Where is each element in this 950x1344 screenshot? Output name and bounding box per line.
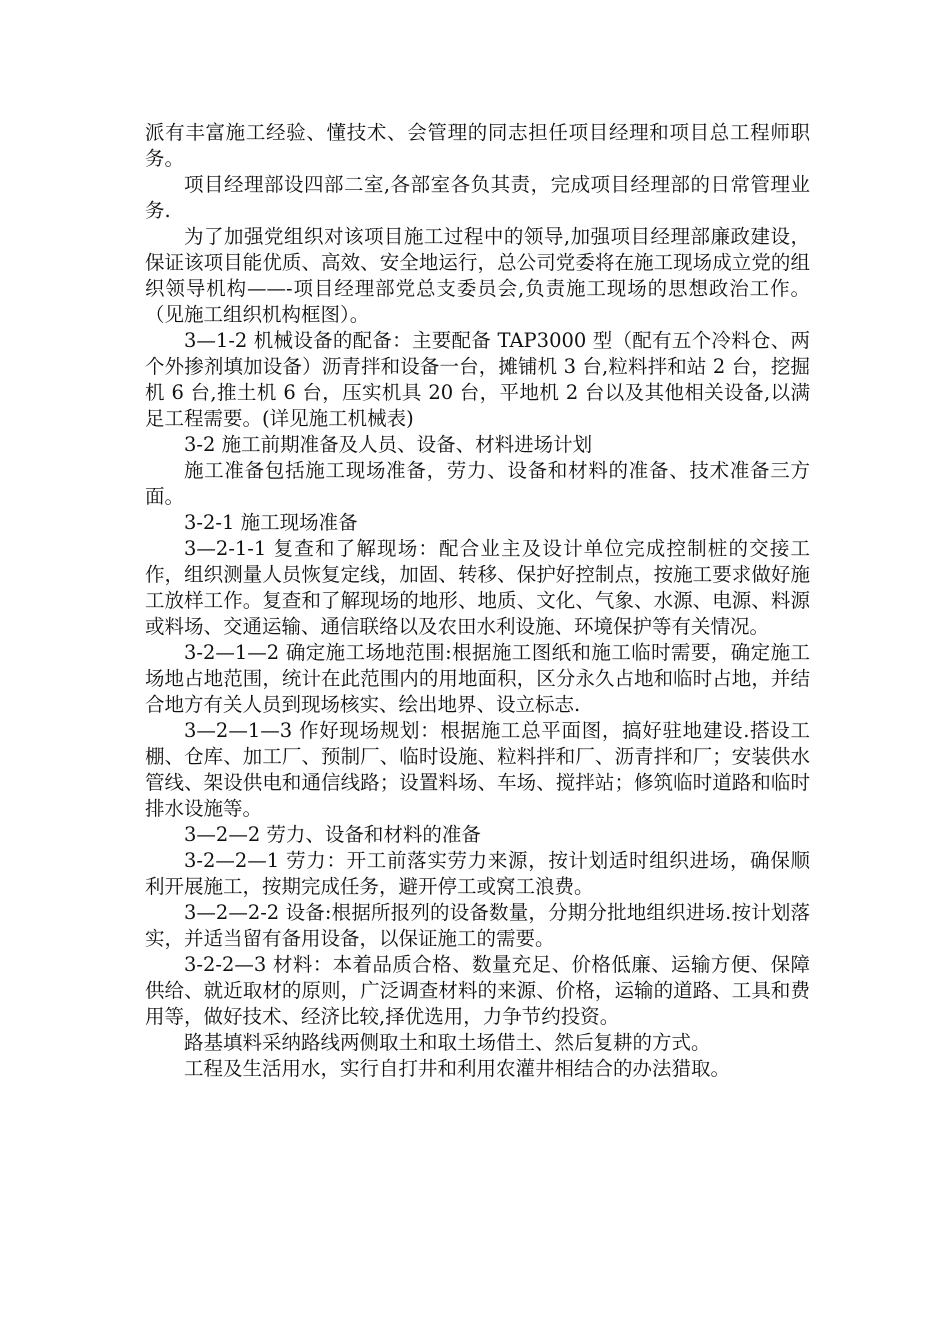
paragraph-site-planning: 3—2—1—3 作好现场规划：根据施工总平面图，搞好驻地建设.搭设工棚、仓库、加工厂、预制厂、临时设施、粒料拌和厂、沥青拌和厂；安装供水管线、架设供电和通信线路；设置料场、车场、搅拌站；修筑临时道路和临时排水设施等。 xyxy=(145,719,810,820)
paragraph-continuation: 派有丰富施工经验、懂技术、会管理的同志担任项目经理和项目总工程师职务。 xyxy=(145,121,810,170)
paragraph-equipment-allocation: 3—1-2 机械设备的配备：主要配备 TAP3000 型（配有五个冷料仓、两个外掺剂填加设备）沥青拌和设备一台，摊铺机 3 台,粒料拌和站 2 台，挖掘机 6 台,推土机 6 台，压实机具 20 台，平地机 2 台以及其他相关设备,以满足工程需要。(详见施工机械表) xyxy=(145,329,810,430)
paragraph-department-setup: 项目经理部设四部二室,各部室各负其责，完成项目经理部的日常管理业务. xyxy=(145,173,810,222)
heading-labor-equipment-materials: 3—2—2 劳力、设备和材料的准备 xyxy=(184,823,481,846)
document-page xyxy=(145,120,810,1082)
paragraph-labor: 3-2—2—1 劳力：开工前落实劳力来源，按计划适时组织进场，确保顺利开展施工，按期完成任务，避开停工或窝工浪费。 xyxy=(145,849,810,898)
paragraph-materials: 3-2-2—3 材料：本着品质合格、数量充足、价格低廉、运输方便、保障供给、就近取材的原则，广泛调查材料的来源、价格，运输的道路、工具和费用等，做好技术、经济比较,择优选用，力争节约投资。 xyxy=(145,953,810,1028)
paragraph-site-survey: 3—2-1-1 复查和了解现场：配合业主及设计单位完成控制桩的交接工作，组织测量人员恢复定线，加固、转移、保护好控制点，按施工要求做好施工放样工作。复查和了解现场的地形、地质、文化、气象、水源、电源、料源或料场、交通运输、通信联络以及农田水利设施、环境保护等有关情况。 xyxy=(145,537,810,638)
paragraph-water-supply: 工程及生活用水，实行自打井和利用农灌井相结合的办法猎取。 xyxy=(184,1057,731,1080)
paragraph-party-organization: 为了加强党组织对该项目施工过程中的领导,加强项目经理部廉政建设，保证该项目能优质、高效、安全地运行，总公司党委将在施工现场成立党的组织领导机构——-项目经理部党总支委员会,负责施工现场的思想政治工作。（见施工组织机构框图）。 xyxy=(145,225,810,326)
paragraph-roadbed-fill: 路基填料采纳路线两侧取土和取土场借土、然后复耕的方式。 xyxy=(184,1031,711,1054)
paragraph-site-scope: 3-2—1—2 确定施工场地范围:根据施工图纸和施工临时需要，确定施工场地占地范围，统计在此范围内的用地面积，区分永久占地和临时占地，并结合地方有关人员到现场核实、绘出地界、设立标志. xyxy=(145,641,810,716)
heading-preparation-plan: 3-2 施工前期准备及人员、设备、材料进场计划 xyxy=(184,433,593,456)
paragraph-preparation-overview: 施工准备包括施工现场准备，劳力、设备和材料的准备、技术准备三方面。 xyxy=(145,459,810,508)
paragraph-equipment: 3—2—2-2 设备:根据所报列的设备数量，分期分批地组织进场.按计划落实，并适当留有备用设备，以保证施工的需要。 xyxy=(145,901,810,950)
heading-site-preparation: 3-2-1 施工现场准备 xyxy=(184,511,358,534)
